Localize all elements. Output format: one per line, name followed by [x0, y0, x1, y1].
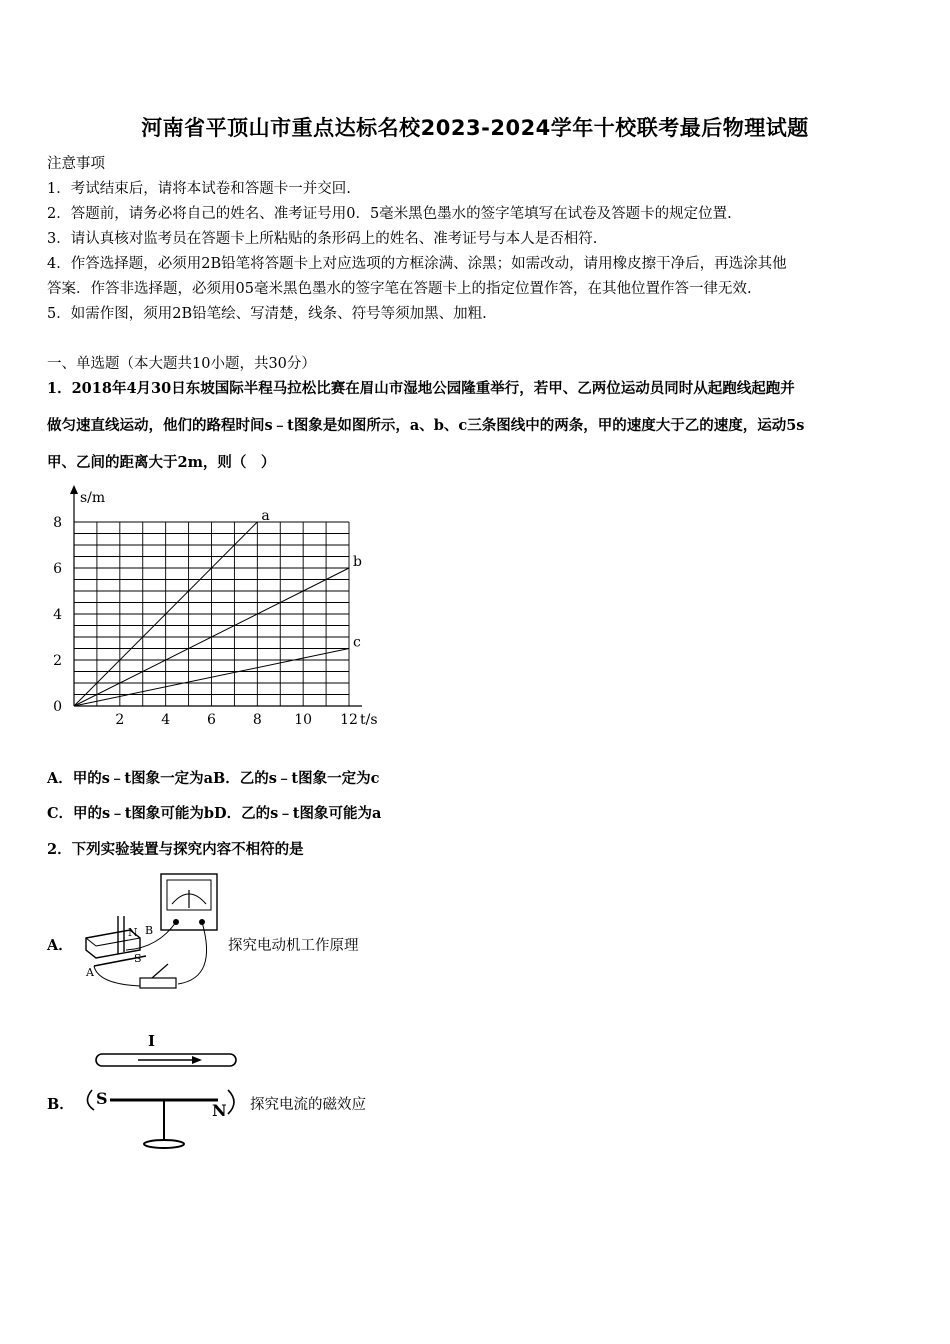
y-tick-label: 6 — [53, 561, 62, 577]
label-a: A — [86, 966, 94, 979]
x-tick-label: 8 — [252, 712, 262, 728]
y-tick-label: 4 — [53, 607, 62, 623]
compass-base — [144, 1140, 184, 1148]
series-label-a: a — [261, 508, 270, 524]
x-tick-label: 2 — [115, 712, 125, 728]
notice-item: 答案．作答非选择题，必须用05毫米黑色墨水的签字笔在答题卡上的指定位置作答，在其他位置作答一律无效. — [47, 281, 752, 297]
magnet-edge — [86, 938, 96, 946]
notice-item: 5．如需作图，须用2B铅笔绘、写清楚，线条、符号等须加黑、加粗. — [47, 306, 487, 322]
q2-option-a-label: A． — [47, 937, 73, 954]
circuit-wire — [178, 922, 207, 984]
question-1-line: 甲、乙间的距离大于2m，则（ ） — [47, 454, 276, 471]
question-1-line: 1．2018年4月30日东坡国际半程马拉松比赛在眉山市湿地公园隆重举行，若甲、乙两位运动员同时从起跑线起跑并 — [47, 380, 795, 397]
q2-option-b-text: 探究电流的磁效应 — [250, 1097, 366, 1113]
current-arrow-head — [192, 1056, 202, 1064]
chart-grid — [74, 522, 349, 706]
y-axis-label: s/m — [80, 490, 106, 506]
label-s: S — [96, 1089, 108, 1108]
s-t-chart — [40, 482, 385, 737]
notice-item: 1．考试结束后，请将本试卷和答题卡一并交回. — [47, 181, 351, 197]
series-label-b: b — [353, 554, 362, 570]
y-axis-arrow — [70, 485, 78, 494]
x-axis-label: t/s — [360, 712, 378, 728]
section-heading: 一、单选题（本大题共10小题，共30分） — [47, 356, 316, 372]
y-tick-label: 2 — [53, 653, 62, 669]
y-tick-label: 0 — [53, 699, 62, 715]
rotation-arrow — [87, 1090, 94, 1110]
question-1-option: C．甲的s﹣t图象可能为bD．乙的s﹣t图象可能为a — [47, 805, 382, 822]
x-tick-label: 6 — [207, 712, 216, 728]
switch-lever — [152, 964, 168, 978]
y-tick-label: 8 — [53, 515, 62, 531]
question-1-option: A．甲的s﹣t图象一定为aB．乙的s﹣t图象一定为c — [47, 770, 380, 787]
rotation-arrow — [228, 1090, 234, 1114]
series-label-c: c — [353, 634, 361, 651]
circuit-wire — [94, 966, 140, 986]
label-n: N — [212, 1101, 227, 1120]
notice-item: 2．答题前，请务必将自己的姓名、准考证号用0．5毫米黑色墨水的签字笔填写在试卷及答题卡的规定位置. — [47, 206, 732, 222]
q2-option-a-text: 探究电动机工作原理 — [228, 938, 359, 954]
label-i: I — [148, 1032, 156, 1050]
question-1-line: 做匀速直线运动，他们的路程时间s﹣t图象是如图所示，a、b、c三条图线中的两条，甲的速度大于乙的速度，运动5s — [47, 417, 805, 434]
page-title: 河南省平顶山市重点达标名校2023-2024学年十校联考最后物理试题 — [141, 116, 809, 140]
x-tick-label: 10 — [294, 712, 313, 728]
motor-experiment-diagram — [68, 868, 218, 998]
notice-item: 3．请认真核对监考员在答题卡上所粘贴的条形码上的姓名、准考证号与本人是否相符. — [47, 231, 598, 247]
switch-base — [140, 978, 176, 988]
question-2-stem: 2．下列实验装置与探究内容不相符的是 — [47, 841, 304, 858]
chart-axes — [70, 485, 362, 706]
q2-option-b-label: B． — [47, 1096, 74, 1113]
current-magnetic-effect-diagram — [78, 1028, 243, 1158]
notice-item: 4．作答选择题，必须用2B铅笔将答题卡上对应选项的方框涂满、涂黑；如需改动，请用橡皮擦干净后，再选涂其他 — [47, 256, 787, 272]
label-s: S — [134, 952, 142, 965]
x-tick-label: 4 — [161, 712, 171, 728]
notice-heading: 注意事项 — [47, 156, 105, 172]
label-b: B — [145, 924, 154, 937]
label-n: N — [128, 926, 138, 939]
x-tick-label: 12 — [340, 712, 358, 728]
